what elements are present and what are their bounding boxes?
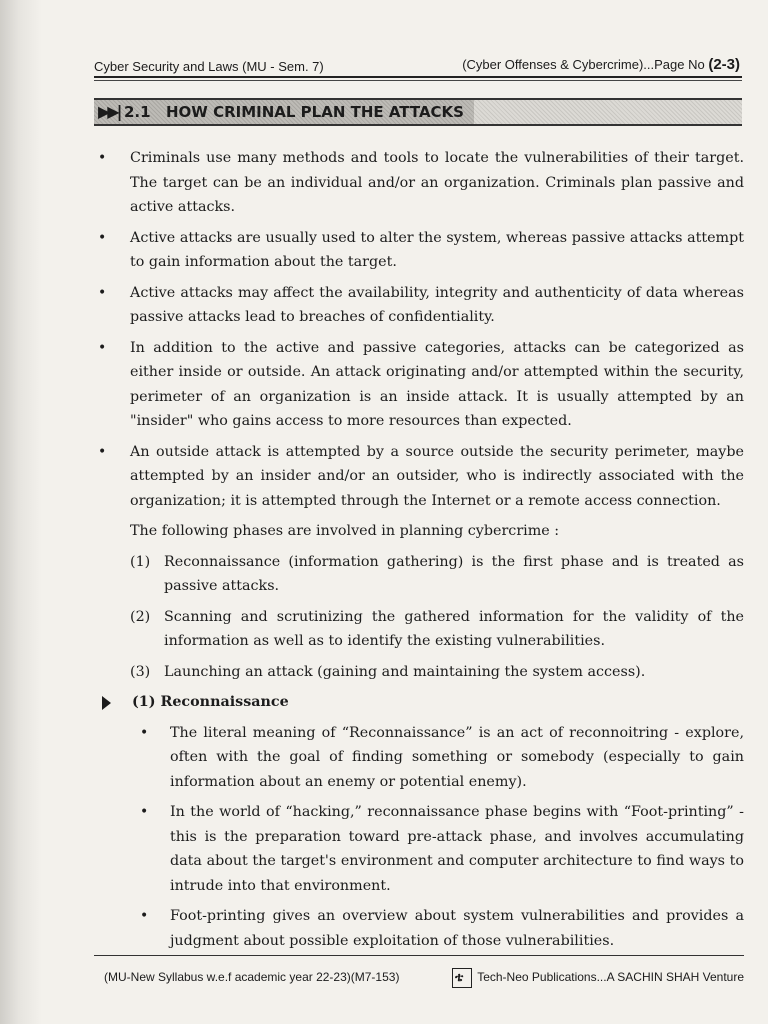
sub-bullet-item bbox=[94, 904, 744, 953]
bullet-text: Active attacks are usually used to alter the system, whereas passive attacks attempt to gain information about the target. bbox=[130, 229, 744, 270]
bullet-icon: • bbox=[98, 443, 107, 460]
phase-number: (3) bbox=[130, 663, 151, 680]
bullet-icon: • bbox=[98, 150, 107, 166]
header-page-number: (2-3) bbox=[708, 56, 740, 73]
phase-item bbox=[94, 605, 744, 654]
triangle-arrow-icon bbox=[102, 696, 111, 710]
publisher-logo-icon: ቴ bbox=[452, 968, 472, 988]
phase-text: Reconnaissance (information gathering) is the first phase and is treated as passive attacks. bbox=[164, 553, 744, 594]
page-footer bbox=[104, 962, 744, 986]
bullet-icon: • bbox=[140, 908, 149, 924]
bullet-text: Active attacks may affect the availability, integrity and authenticity of data whereas passive attacks lead to breaches of confidentiality. bbox=[130, 284, 744, 325]
bullet-text: Criminals use many methods and tools to locate the vulnerabilities of their target. The target can be an individual and/or an organization. Criminals plan passive and active attacks. bbox=[130, 150, 744, 215]
footer-publisher-text: Tech-Neo Publications...A SACHIN SHAH Venture bbox=[477, 970, 744, 985]
header-rule bbox=[94, 76, 742, 78]
header-chapter-label: (Cyber Offenses & Cybercrime)...Page No bbox=[462, 57, 705, 72]
footer-syllabus: (MU-New Syllabus w.e.f academic year 22-23)(M7-153) bbox=[104, 970, 400, 984]
bullet-icon: • bbox=[98, 339, 107, 356]
footer-publisher bbox=[452, 968, 744, 988]
bullet-text: An outside attack is attempted by a source outside the security perimeter, maybe attempted by an insider and/or an outsider, who is indirectly associated with the organization; it is attempted through the Internet or a remote access connection. bbox=[130, 443, 744, 509]
bullet-icon: • bbox=[98, 229, 107, 246]
bullet-icon: • bbox=[140, 804, 149, 820]
phase-text: Launching an attack (gaining and maintaining the system access). bbox=[164, 663, 646, 680]
section-title: HOW CRIMINAL PLAN THE ATTACKS bbox=[166, 103, 464, 121]
bullet-item bbox=[94, 336, 744, 434]
bullet-icon: • bbox=[98, 284, 107, 301]
phase-text: Scanning and scrutinizing the gathered information for the validity of the information as well as to identify the existing vulnerabilities. bbox=[164, 608, 744, 649]
phase-number: (1) bbox=[130, 553, 151, 570]
footer-rule bbox=[94, 955, 744, 956]
bullet-item bbox=[94, 226, 744, 275]
header-chapter bbox=[462, 56, 740, 73]
section-number: 2.1 bbox=[124, 103, 151, 121]
bullet-item bbox=[94, 281, 744, 330]
header-rule-thin bbox=[94, 80, 742, 81]
page-binding-shadow bbox=[0, 0, 42, 1024]
phase-number: (2) bbox=[130, 608, 151, 625]
bullet-item bbox=[94, 440, 744, 514]
bullet-icon: • bbox=[140, 724, 149, 741]
page-body bbox=[94, 146, 744, 959]
header-book-title: Cyber Security and Laws (MU - Sem. 7) bbox=[94, 59, 324, 74]
sub-bullet-text: The literal meaning of “Reconnaissance” is an act of reconnoitring - explore, often with the goal of finding something or somebody (especially to gain information about an enemy or potential enemy). bbox=[170, 724, 744, 790]
sub-bullet-item bbox=[94, 721, 744, 795]
section-heading-bar bbox=[94, 98, 742, 126]
sub-bullet-text: In the world of “hacking,” reconnaissance phase begins with “Foot-printing” - this is the preparation toward pre-attack phase, and involves accumulating data about the target's environment and computer architecture to find ways to intrude into that environment. bbox=[170, 804, 744, 894]
subsection-heading bbox=[94, 690, 744, 715]
subsection-title: (1) Reconnaissance bbox=[132, 694, 289, 710]
sub-bullet-item bbox=[94, 800, 744, 898]
phase-item bbox=[94, 660, 744, 685]
bullet-text: In addition to the active and passive categories, attacks can be categorized as either inside or outside. An attack originating and/or attempted within the security, perimeter of an organization is an inside attack. It is usually attempted by an "insider" who gains access to more resources than expected. bbox=[130, 339, 744, 429]
sub-bullet-text: Foot-printing gives an overview about system vulnerabilities and provides a judgment about possible exploitation of those vulnerabilities. bbox=[170, 908, 744, 949]
phase-item bbox=[94, 550, 744, 599]
bullet-item bbox=[94, 146, 744, 220]
fast-forward-icon: ▶▶| bbox=[98, 102, 120, 121]
page-header bbox=[94, 56, 740, 76]
phases-intro: The following phases are involved in planning cybercrime : bbox=[130, 523, 560, 539]
